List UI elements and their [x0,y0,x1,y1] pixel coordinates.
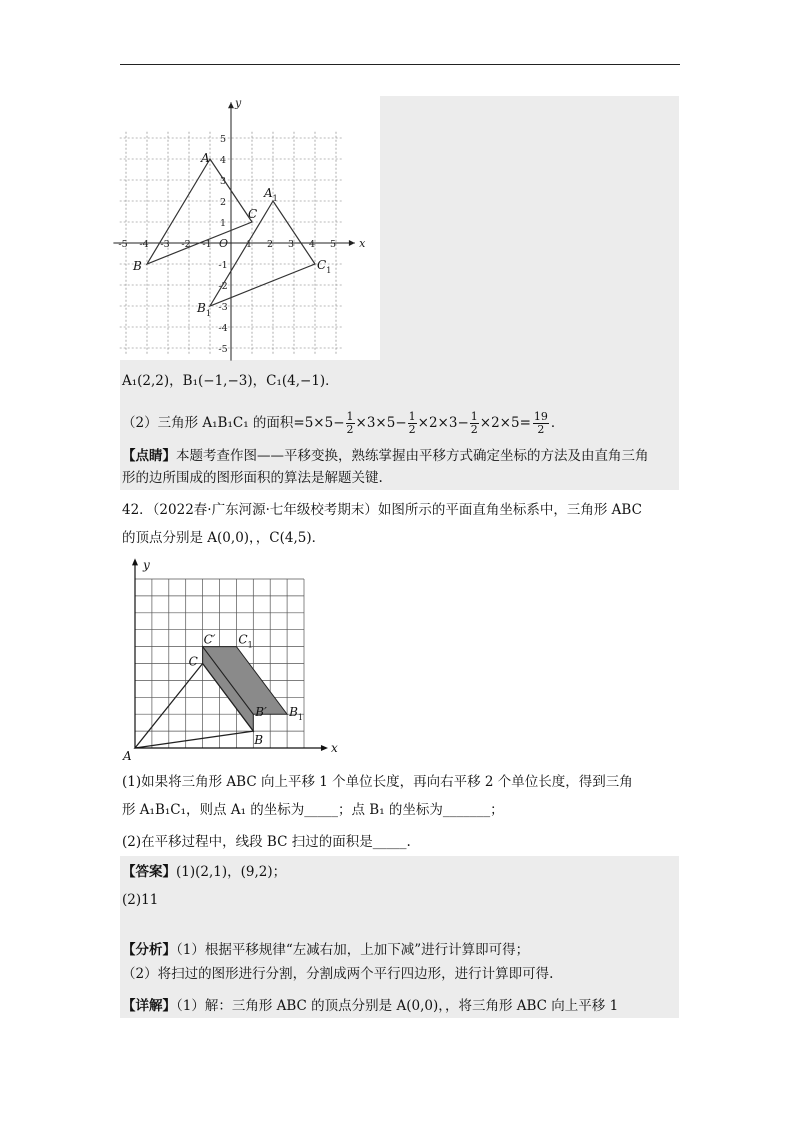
y-axis-arrow [228,102,234,108]
label-B1: $B_1$ [197,301,211,318]
graph-1-point-labels [132,151,331,318]
y-axis-label: y [235,96,242,110]
graph-1-axes [113,97,366,361]
x-tick-label: 4 [308,239,316,250]
y-tick-label: -5 [218,344,228,355]
y-tick-label: -3 [218,302,228,313]
x-tick-label: -4 [139,239,149,250]
x-tick-label: 2 [266,239,274,250]
x-tick-label: -3 [160,239,170,250]
label-B: B [254,733,264,748]
label-A: A [201,151,210,165]
fraction [408,411,417,436]
x-axis-arrow [349,240,355,246]
label-B1: $B_1$ [289,705,304,723]
comment-text-1: 本题考查作图——平移变换，熟练掌握由平移方式确定坐标的方法及由直角三角 [176,448,649,464]
analysis-line-2: （2）将扫过的图形进行分割，分割成两个平行四边形，进行计算即可得. [122,966,554,982]
answer-line-1 [122,862,286,882]
y-tick-label: 1 [219,218,227,229]
y-tick-label: -1 [218,260,228,271]
label-C1: $C_1$ [317,258,332,275]
detail-line-1 [122,996,618,1016]
x-axis-label: x [330,741,338,755]
part-1-line-1: (1)如果将三角形 ABC 向上平移 1 个单位长度，再向右平移 2 个单位长度，得到三角 [122,774,633,790]
coords-line: A₁(2,2)，B₁(−1,−3)，C₁(4,−1)． [122,373,339,389]
y-tick-label: -2 [218,281,228,292]
fraction-denominator: 2 [470,422,478,436]
header-rule [120,64,680,65]
origin-label: O [219,237,229,250]
graph-1-coordinate-plane [118,96,380,360]
fraction [470,411,479,436]
comment-line-1 [122,446,649,466]
y-tick-label: 3 [219,176,227,187]
part-2-line: (2)在平移过程中，线段 BC 扫过的面积是_____. [122,834,411,850]
graph-1-tick-labels [118,134,336,355]
x-tick-label: -2 [181,239,191,250]
x-axis-label: x [359,237,366,250]
label-C1: $C_1$ [238,632,253,650]
analysis-line-1 [122,940,529,960]
answer-tag: 【答案】 [122,864,176,880]
label-C-prime: C′ [203,632,216,647]
question-42-line-2: 的顶点分别是 A(0,0)，，C(4,5)． [122,530,326,546]
area-part-2: ×2×3− [417,415,469,431]
y-tick-label: 4 [219,155,227,166]
graph-2-coordinate-plane [118,554,338,766]
label-A1: $A_1$ [264,186,278,203]
analysis-tag: 【分析】 [122,942,176,958]
fraction-numerator: 1 [470,409,478,423]
x-tick-label: 5 [329,239,337,250]
comment-line-2: 形的边所围成的图形面积的算法是解题关键. [122,470,383,486]
area-part-3: ×2×5= [479,415,531,431]
label-C: C [188,654,198,669]
fraction-numerator: 1 [346,409,354,423]
answer-part-1: (1)(2,1)，(9,2)； [176,864,287,880]
label-B: B [133,259,142,273]
y-tick-label: 2 [219,197,227,208]
y-tick-label: -4 [218,323,228,334]
label-C: C [248,207,258,221]
area-part-1: ×3×5− [355,415,407,431]
answer-line-2: (2)11 [122,892,159,908]
label-A: A [123,749,132,763]
fraction [346,411,355,436]
detail-tag: 【详解】 [122,998,176,1014]
comment-tag: 【点睛】 [122,448,176,464]
label-B-prime: B′ [255,705,267,720]
x-axis-arrow [321,745,328,751]
part-1-line-2: 形 A₁B₁C₁，则点 A₁ 的坐标为_____；点 B₁ 的坐标为_______； [122,802,504,818]
y-axis-arrow [132,558,138,565]
area-end: ． [550,415,565,431]
result-numerator: 19 [533,409,548,423]
area-expr: =5×5− [293,415,345,431]
x-tick-label: -1 [202,239,212,250]
analysis-text-1: （1）根据平移规律“左减右加，上加下减”进行计算即可得； [176,942,530,958]
x-tick-label: 3 [287,239,295,250]
fraction-result [533,411,549,436]
answer-shade-top [380,96,679,360]
x-tick-label: -5 [118,239,128,250]
fraction-denominator: 2 [346,422,354,436]
y-axis-label: y [143,557,150,572]
result-denominator: 2 [537,422,545,436]
fraction-numerator: 1 [408,409,416,423]
fraction-denominator: 2 [408,422,416,436]
y-tick-label: 5 [219,134,227,145]
area-prefix: （2）三角形 A₁B₁C₁ 的面积 [122,415,294,431]
area-line [122,406,564,440]
x-tick-label: 1 [245,239,253,250]
detail-text-1: （1）解：三角形 ABC 的顶点分别是 A(0,0)，，将三角形 ABC 向上平移 1 [176,998,619,1014]
question-42-line-1: 42．（2022春·广东河源·七年级校考期末）如图所示的平面直角坐标系中，三角形 ABC [122,502,642,518]
